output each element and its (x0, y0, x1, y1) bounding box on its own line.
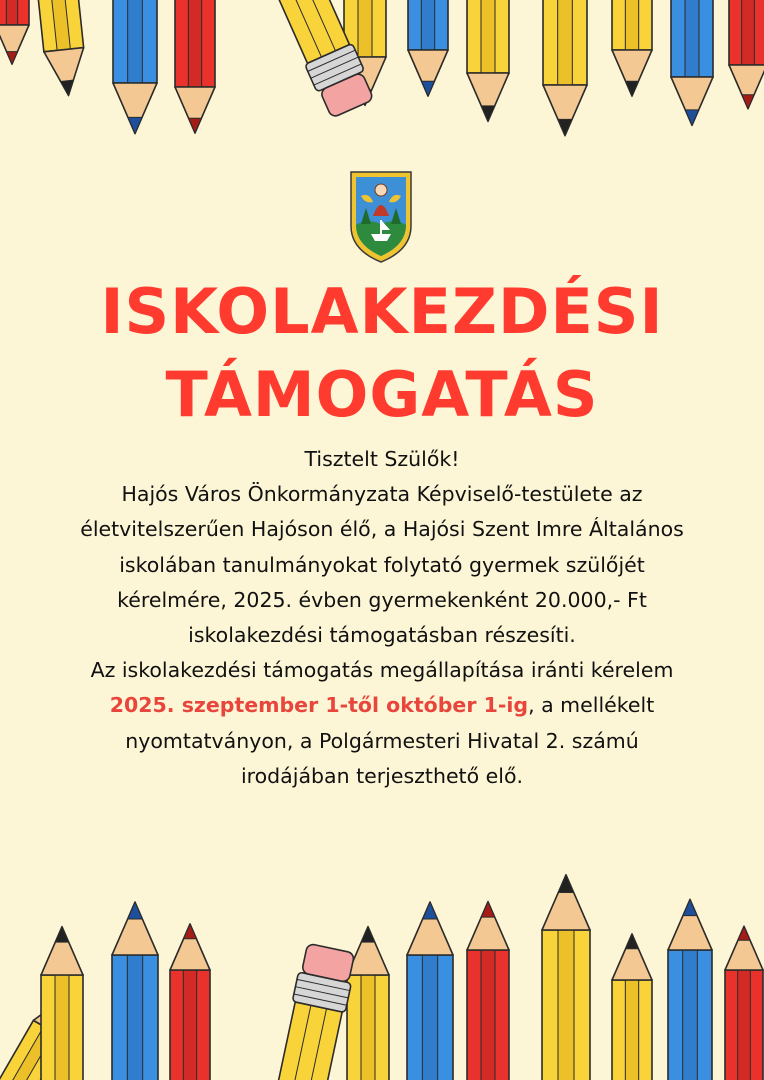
body-line-7-rest: , a mellékelt (528, 693, 655, 718)
notice-body (0, 442, 764, 794)
pencil-icon (612, 0, 652, 96)
title-line-1: ISKOLAKEZDÉSI (100, 275, 664, 348)
pencil-icon (407, 902, 453, 1080)
pencil-eraser-icon (274, 943, 358, 1080)
pencils-top-border (0, 0, 764, 175)
title-line-2: TÁMOGATÁS (165, 358, 599, 431)
body-line-2: életvitelszerűen Hajóson élő, a Hajósi Szent Imre Általános (80, 517, 684, 542)
city-crest-icon (347, 168, 415, 264)
body-line-7 (0, 688, 764, 723)
deadline-highlight: 2025. szeptember 1-től október 1-ig (109, 693, 529, 718)
pencil-icon (38, 0, 88, 98)
pencil-icon (347, 927, 389, 1080)
pencil-icon (612, 934, 652, 1080)
body-line-8: nyomtatványon, a Polgármesteri Hivatal 2. számú (125, 728, 639, 753)
body-line-3: iskolában tanulmányokat folytató gyermek szülőjét (119, 552, 645, 577)
pencil-icon (729, 0, 764, 109)
pencil-icon (725, 926, 763, 1080)
pencil-icon (671, 0, 713, 125)
pencil-icon (467, 0, 509, 121)
pencil-icon (112, 902, 158, 1080)
pencil-icon (0, 0, 29, 64)
pencil-icon (668, 899, 712, 1080)
pencils-bottom-border (0, 865, 764, 1080)
pencil-icon (467, 902, 509, 1080)
body-line-9: irodájában terjeszthető elő. (240, 763, 524, 788)
pencil-icon (113, 0, 157, 134)
pencil-icon (408, 0, 448, 96)
body-line-4: kérelmére, 2025. évben gyermekenként 20.000,- Ft (117, 587, 647, 612)
pencil-icon (41, 927, 83, 1080)
pencil-icon (543, 0, 587, 136)
body-line-6: Az iskolakezdési támogatás megállapítása iránti kérelem (90, 658, 674, 683)
pencil-icon (170, 924, 210, 1080)
body-line-5: iskolakezdési támogatásban részesíti. (188, 623, 576, 648)
body-line-1: Hajós Város Önkormányzata Képviselő-testülete az (121, 482, 643, 507)
pencil-icon (542, 875, 590, 1080)
pencil-icon (175, 0, 215, 133)
greeting: Tisztelt Szülők! (304, 447, 460, 471)
